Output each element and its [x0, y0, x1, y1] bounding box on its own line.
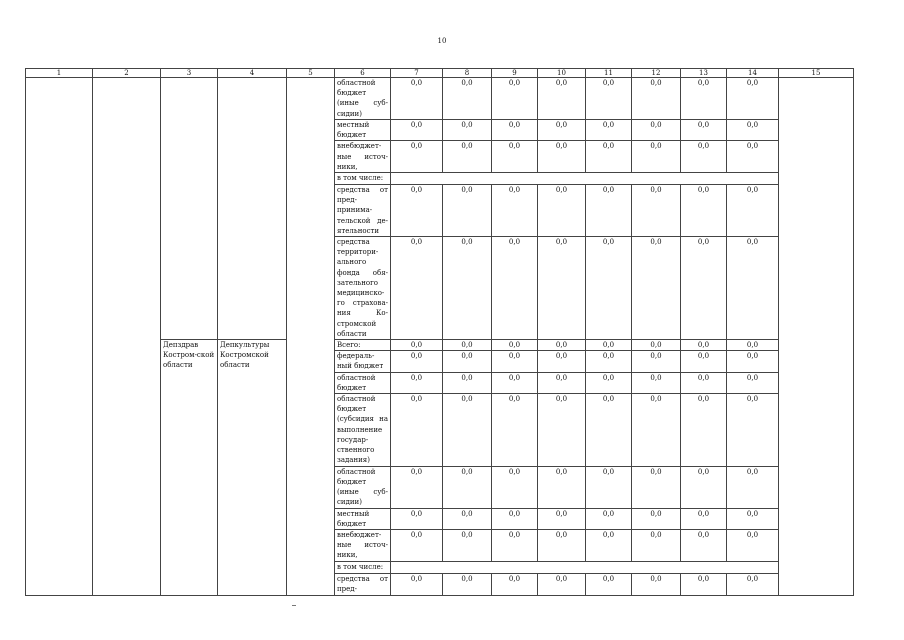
source-label: внебюджет-ные источ-ники, [335, 529, 391, 561]
value-cell: 0,0 [391, 237, 443, 340]
value-cell: 0,0 [586, 394, 632, 466]
value-cell: 0,0 [391, 529, 443, 561]
value-cell: 0,0 [681, 185, 727, 237]
value-cell: 0,0 [632, 351, 681, 372]
responsible-executor: Депздрав Костром-ской области [161, 340, 218, 595]
value-cell: 0,0 [727, 394, 779, 466]
value-cell: 0,0 [492, 372, 538, 393]
value-cell: 0,0 [538, 340, 586, 351]
value-cell: 0,0 [632, 394, 681, 466]
value-cell: 0,0 [443, 120, 492, 141]
value-cell: 0,0 [443, 573, 492, 595]
value-cell: 0,0 [443, 466, 492, 508]
value-cell: 0,0 [681, 508, 727, 529]
value-cell: 0,0 [681, 340, 727, 351]
value-cell: 0,0 [391, 508, 443, 529]
value-cell: 0,0 [632, 120, 681, 141]
value-cell: 0,0 [492, 185, 538, 237]
source-label: средства территори-ального фонда обя-зательного медицинско-го страхова-ния Ко-стромской области [335, 237, 391, 340]
source-label: областной бюджет [335, 372, 391, 393]
co-executor: Депкультуры Костромской области [218, 340, 287, 595]
value-cell: 0,0 [538, 394, 586, 466]
source-label: областной бюджет (субсидия на выполнение государ-ственного задания) [335, 394, 391, 466]
source-label: областной бюджет (иные суб-сидии) [335, 78, 391, 120]
column-header: 8 [443, 69, 492, 78]
value-cell: 0,0 [443, 351, 492, 372]
value-cell: 0,0 [443, 340, 492, 351]
value-cell: 0,0 [586, 78, 632, 120]
source-label: местный бюджет [335, 508, 391, 529]
value-cell: 0,0 [443, 237, 492, 340]
value-cell: 0,0 [586, 529, 632, 561]
value-cell: 0,0 [391, 466, 443, 508]
value-cell: 0,0 [632, 573, 681, 595]
value-cell: 0,0 [727, 372, 779, 393]
value-cell: 0,0 [391, 185, 443, 237]
value-cell: 0,0 [443, 78, 492, 120]
column-header-row [26, 69, 854, 78]
value-cell: 0,0 [586, 141, 632, 173]
value-cell: 0,0 [492, 394, 538, 466]
value-cell: 0,0 [727, 529, 779, 561]
column-header: 7 [391, 69, 443, 78]
value-cell: 0,0 [391, 351, 443, 372]
value-cell: 0,0 [681, 372, 727, 393]
value-cell: 0,0 [538, 372, 586, 393]
value-cell: 0,0 [492, 573, 538, 595]
source-label: областной бюджет (иные суб-сидии) [335, 466, 391, 508]
value-cell: 0,0 [538, 141, 586, 173]
value-cell: 0,0 [727, 78, 779, 120]
col3-cell [161, 78, 218, 340]
value-cell: 0,0 [492, 78, 538, 120]
value-cell: 0,0 [727, 573, 779, 595]
col2-cell [93, 78, 161, 596]
value-cell: 0,0 [443, 372, 492, 393]
value-cell: 0,0 [492, 466, 538, 508]
value-cell: 0,0 [727, 508, 779, 529]
value-cell: 0,0 [632, 508, 681, 529]
value-cell: 0,0 [586, 351, 632, 372]
value-cell: 0,0 [586, 237, 632, 340]
value-cell: 0,0 [391, 394, 443, 466]
value-cell: 0,0 [681, 466, 727, 508]
value-cell: 0,0 [632, 78, 681, 120]
value-cell: 0,0 [586, 508, 632, 529]
column-header: 12 [632, 69, 681, 78]
value-cell: 0,0 [492, 141, 538, 173]
value-cell: 0,0 [443, 529, 492, 561]
empty-span [391, 561, 779, 573]
source-label: местный бюджет [335, 120, 391, 141]
source-label: Всего: [335, 340, 391, 351]
value-cell: 0,0 [492, 340, 538, 351]
value-cell: 0,0 [727, 340, 779, 351]
value-cell: 0,0 [586, 573, 632, 595]
col15-cell [779, 78, 854, 596]
value-cell: 0,0 [586, 120, 632, 141]
value-cell: 0,0 [391, 372, 443, 393]
value-cell: 0,0 [681, 529, 727, 561]
value-cell: 0,0 [492, 351, 538, 372]
value-cell: 0,0 [632, 466, 681, 508]
value-cell: 0,0 [538, 185, 586, 237]
column-header: 2 [93, 69, 161, 78]
value-cell: 0,0 [391, 78, 443, 120]
col1-cell [26, 78, 93, 596]
value-cell: 0,0 [681, 120, 727, 141]
value-cell: 0,0 [391, 573, 443, 595]
value-cell: 0,0 [586, 372, 632, 393]
column-header: 5 [287, 69, 335, 78]
footer-mark [292, 605, 296, 606]
value-cell: 0,0 [538, 351, 586, 372]
value-cell: 0,0 [681, 237, 727, 340]
value-cell: 0,0 [681, 78, 727, 120]
value-cell: 0,0 [632, 237, 681, 340]
value-cell: 0,0 [492, 120, 538, 141]
value-cell: 0,0 [681, 394, 727, 466]
value-cell: 0,0 [681, 573, 727, 595]
column-header: 9 [492, 69, 538, 78]
value-cell: 0,0 [586, 466, 632, 508]
value-cell: 0,0 [538, 529, 586, 561]
value-cell: 0,0 [586, 185, 632, 237]
value-cell: 0,0 [632, 340, 681, 351]
source-label: в том числе: [335, 561, 391, 573]
column-header: 11 [586, 69, 632, 78]
value-cell: 0,0 [727, 351, 779, 372]
value-cell: 0,0 [681, 351, 727, 372]
value-cell: 0,0 [538, 508, 586, 529]
col4-cell [218, 78, 287, 340]
source-label: средства от пред- [335, 573, 391, 595]
value-cell: 0,0 [727, 120, 779, 141]
value-cell: 0,0 [443, 394, 492, 466]
col5-cell [287, 78, 335, 596]
value-cell: 0,0 [492, 508, 538, 529]
value-cell: 0,0 [538, 237, 586, 340]
column-header: 3 [161, 69, 218, 78]
source-label: в том числе: [335, 173, 391, 185]
column-header: 13 [681, 69, 727, 78]
column-header: 10 [538, 69, 586, 78]
value-cell: 0,0 [391, 120, 443, 141]
budget-table [25, 68, 854, 596]
value-cell: 0,0 [727, 466, 779, 508]
value-cell: 0,0 [443, 508, 492, 529]
value-cell: 0,0 [443, 185, 492, 237]
value-cell: 0,0 [632, 372, 681, 393]
value-cell: 0,0 [727, 237, 779, 340]
source-label: внебюджет-ные источ-ники, [335, 141, 391, 173]
value-cell: 0,0 [586, 340, 632, 351]
column-header: 4 [218, 69, 287, 78]
empty-span [391, 173, 779, 185]
column-header: 1 [26, 69, 93, 78]
value-cell: 0,0 [492, 237, 538, 340]
source-label: средства от пред-принима-тельской де-ятельности [335, 185, 391, 237]
table-row [26, 78, 854, 120]
value-cell: 0,0 [681, 141, 727, 173]
source-label: федераль-ный бюджет [335, 351, 391, 372]
column-header: 15 [779, 69, 854, 78]
column-header: 6 [335, 69, 391, 78]
value-cell: 0,0 [538, 573, 586, 595]
value-cell: 0,0 [727, 141, 779, 173]
value-cell: 0,0 [538, 78, 586, 120]
value-cell: 0,0 [391, 340, 443, 351]
value-cell: 0,0 [632, 141, 681, 173]
column-header: 14 [727, 69, 779, 78]
value-cell: 0,0 [538, 120, 586, 141]
value-cell: 0,0 [727, 185, 779, 237]
value-cell: 0,0 [492, 529, 538, 561]
value-cell: 0,0 [538, 466, 586, 508]
value-cell: 0,0 [632, 529, 681, 561]
value-cell: 0,0 [391, 141, 443, 173]
page-number: 10 [437, 37, 447, 45]
value-cell: 0,0 [632, 185, 681, 237]
value-cell: 0,0 [443, 141, 492, 173]
